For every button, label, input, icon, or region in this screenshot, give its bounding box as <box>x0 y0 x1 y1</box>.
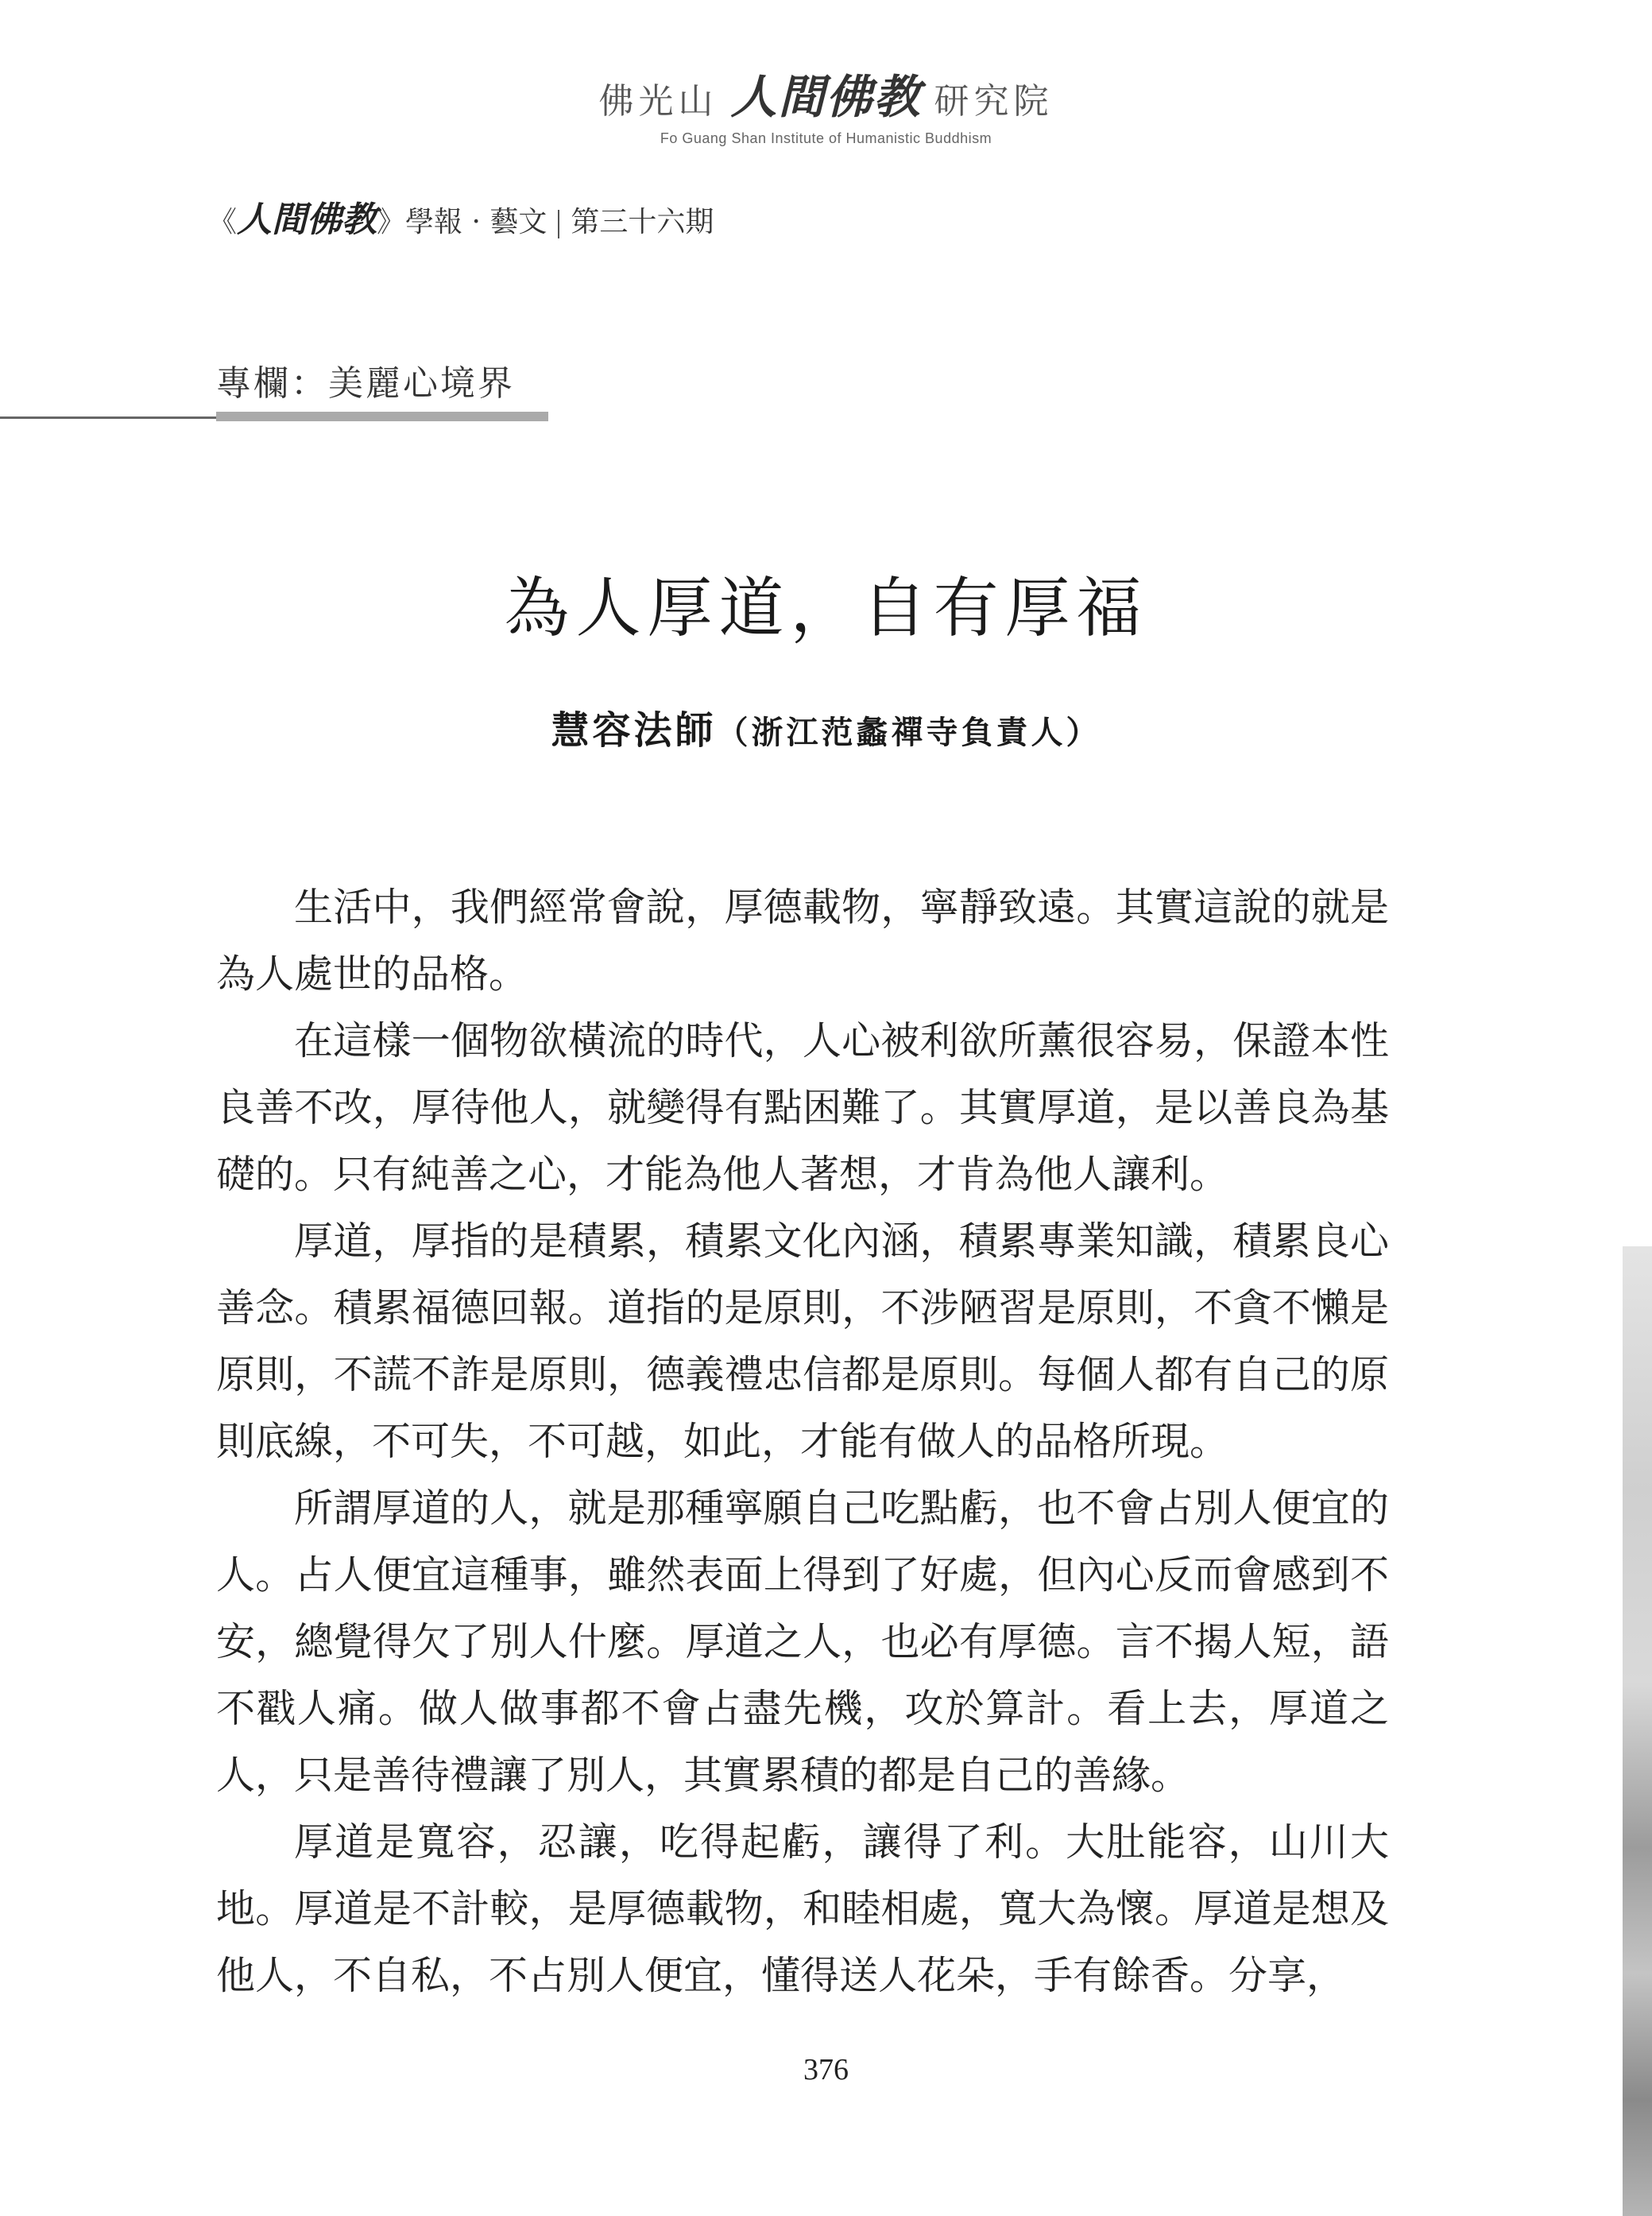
institute-header <box>0 70 1652 147</box>
institute-name <box>0 70 1652 126</box>
institute-brand-logo: 人間佛教 <box>730 70 922 124</box>
body-paragraph: 所謂厚道的人，就是那種寧願自己吃點虧，也不會占別人便宜的人。占人便宜這種事，雖然表面上得到了好處，但內心反而會感到不安，總覺得欠了別人什麼。厚道之人，也必有厚德。言不揭人短，語不戳人痛。做人做事都不會占盡先機，攻於算計。看上去，厚道之人，只是善待禮讓了別人，其實累積的都是自己的善緣。 <box>216 1487 1389 1797</box>
page-number: 376 <box>803 2053 849 2086</box>
page-edge-artwork <box>1623 1246 1652 2216</box>
journal-separator <box>558 210 559 238</box>
author-name: 慧容法師 <box>551 708 717 753</box>
institute-name-english: Fo Guang Shan Institute of Humanistic Buddhism <box>660 130 992 146</box>
body-paragraph: 生活中，我們經常會說，厚德載物，寧靜致遠。其實這說的就是為人處世的品格。 <box>216 886 1389 996</box>
article-body <box>216 874 1389 2009</box>
column-label: 專欄：美麗心境界 <box>216 363 515 404</box>
journal-open-bracket: 《 <box>208 206 238 238</box>
body-paragraph: 厚道是寬容，忍讓，吃得起虧，讓得了利。大肚能容，山川大地。厚道是不計較，是厚德載物，和睦相處，寬大為懷。厚道是想及他人，不自私，不占別人便宜，懂得送人花朵，手有餘香。分享， <box>216 1821 1389 1997</box>
author-affiliation: （浙江范蠡禪寺負責人） <box>716 714 1101 751</box>
journal-issue: 第三十六期 <box>571 206 714 238</box>
journal-title: 學報 · 藝文 <box>405 206 547 238</box>
journal-brand-logo: 人間佛教 <box>237 200 377 240</box>
article-author <box>0 699 1652 754</box>
body-paragraph: 厚道，厚指的是積累，積累文化內涵，積累專業知識，積累良心善念。積累福德回報。道指的是原則，不涉陋習是原則，不貪不懶是原則，不謊不詐是原則，德義禮忠信都是原則。每個人都有自己的原則底線，不可失，不可越，如此，才能有做人的品格所現。 <box>216 1220 1389 1463</box>
body-paragraph: 在這樣一個物欲橫流的時代，人心被利欲所薰很容易，保證本性良善不改，厚待他人，就變得有點困難了。其實厚道，是以善良為基礎的。只有純善之心，才能為他人著想，才肯為他人讓利。 <box>216 1020 1389 1196</box>
article-title: 為人厚道，自有厚福 <box>504 571 1148 646</box>
journal-running-head <box>208 191 714 242</box>
institute-suffix: 研究院 <box>934 81 1054 122</box>
institute-prefix: 佛光山 <box>598 81 718 122</box>
column-underline-accent <box>216 412 548 421</box>
journal-close-bracket: 》 <box>377 206 406 238</box>
